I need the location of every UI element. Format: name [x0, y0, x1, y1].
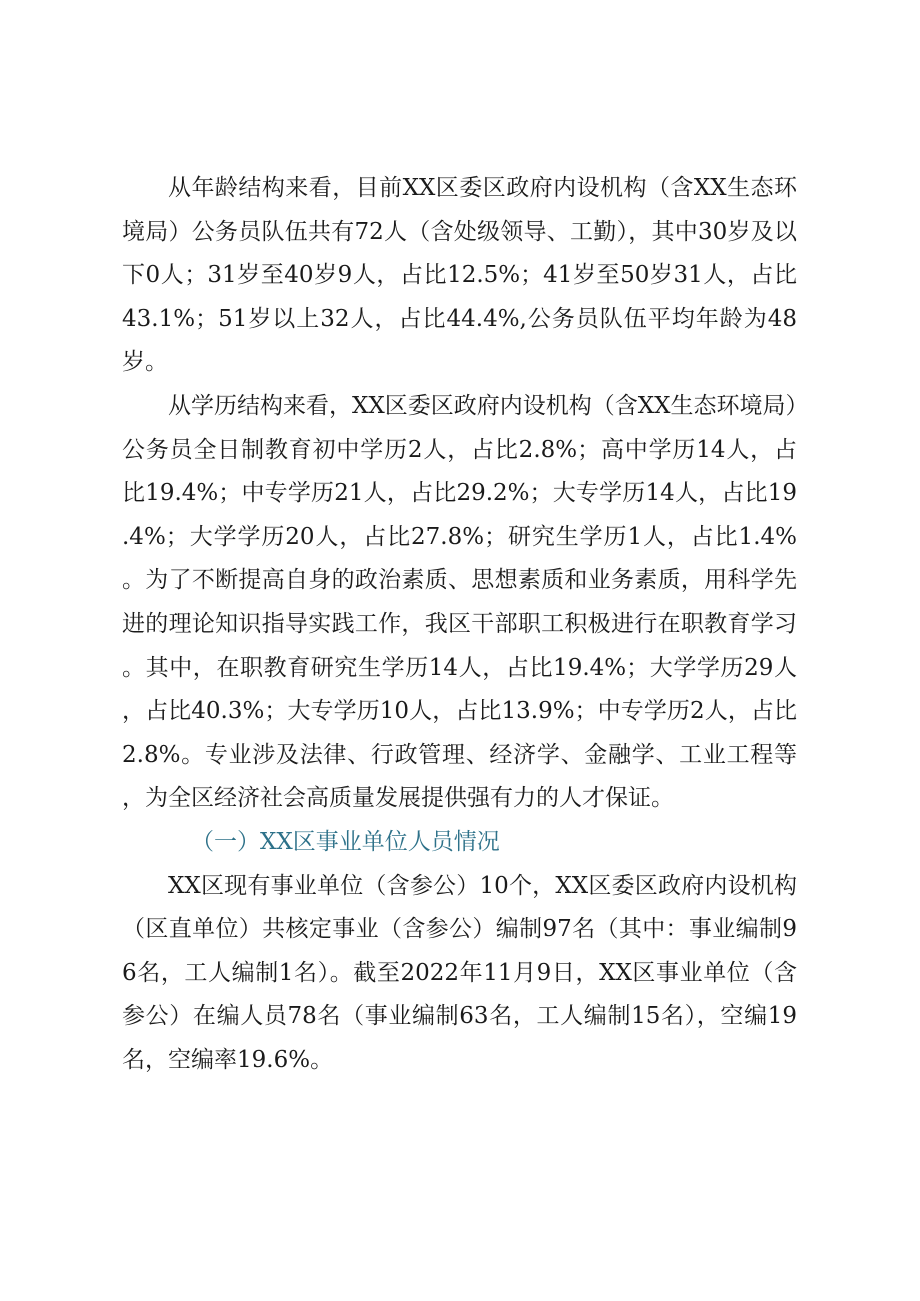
section-heading-public-institutions: （一）XX区事业单位人员情况: [191, 828, 500, 855]
paragraph-age-structure: 从年龄结构来看，目前XX区委区政府内设机构（含XX生态环境局）公务员队伍共有72人（含处级领导、工勤），其中30岁及以下0人；31岁至40岁9人，占比12.5%；41岁至50岁31人，占比43.1%；51岁以上32人，占比44.4%,公务员队伍平均年龄为48岁。: [122, 175, 797, 376]
document-page: [122, 167, 797, 1082]
paragraph-public-institution-staffing: XX区现有事业单位（含参公）10个，XX区委区政府内设机构（区直单位）共核定事业（含参公）编制97名（其中：事业编制96名，工人编制1名）。截至2022年11月9日，XX区事业单位（含参公）在编人员78名（事业编制63名，工人编制15名），空编19名，空编率19.6%。: [122, 872, 797, 1073]
paragraph-education-structure: 从学历结构来看，XX区委区政府内设机构（含XX生态环境局）公务员全日制教育初中学历2人，占比2.8%；高中学历14人，占比19.4%；中专学历21人，占比29.2%；大专学历14人，占比19.4%；大学学历20人，占比27.8%；研究生学历1人，占比1.4%。为了不断提高自身的政治素质、思想素质和业务素质，用科学先进的理论知识指导实践工作，我区干部职工积极进行在职教育学习。其中，在职教育研究生学历14人，占比19.4%；大学学历29人，占比40.3%；大专学历10人，占比13.9%；中专学历2人，占比2.8%。专业涉及法律、行政管理、经济学、金融学、工业工程等，为全区经济社会高质量发展提供强有力的人才保证。: [122, 392, 797, 812]
